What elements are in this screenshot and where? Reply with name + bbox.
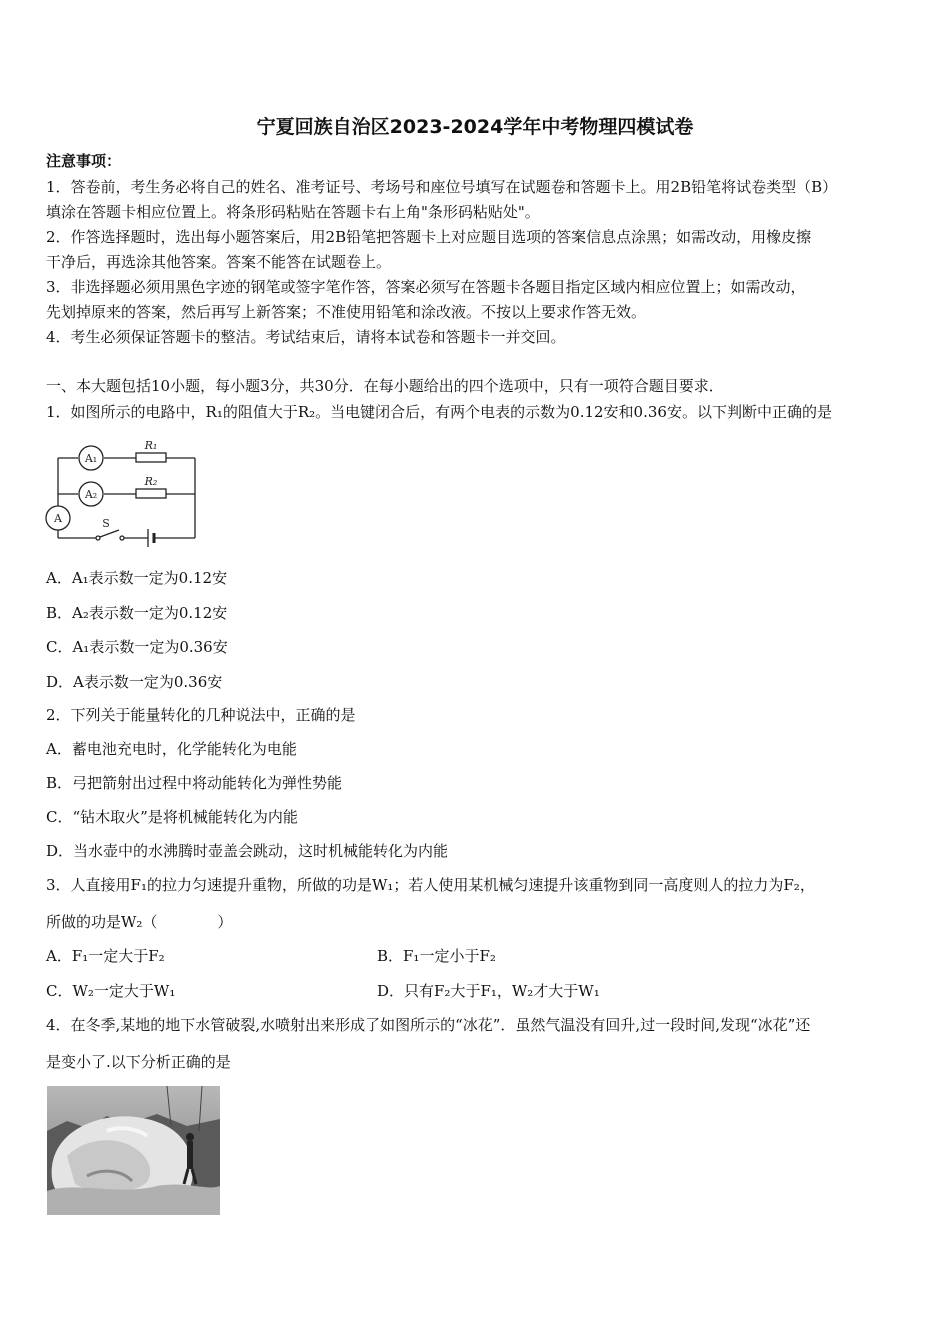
option-c: C．“钻木取火”是将机械能转化为内能 [46, 808, 298, 826]
notice-line: 1．答卷前，考生务必将自己的姓名、准考证号、考场号和座位号填写在试题卷和答题卡上。用2B铅笔将试卷类型（B） [46, 178, 838, 196]
section-heading: 一、本大题包括10小题，每小题3分，共30分．在每小题给出的四个选项中，只有一项符合题目要求． [46, 377, 724, 395]
notice-line: 填涂在答题卡相应位置上。将条形码粘贴在答题卡右上角"条形码粘贴处"。 [46, 203, 540, 221]
resistor-r2 [136, 489, 166, 498]
question-1-stem: 1．如图所示的电路中，R₁的阻值大于R₂。当电键闭合后，有两个电表的示数为0.12安和0.36安。以下判断中正确的是 [46, 403, 832, 421]
notice-line: 先划掉原来的答案，然后再写上新答案；不准使用铅笔和涂改液。不按以上要求作答无效。 [46, 303, 647, 321]
option-c: C．A₁表示数一定为0.36安 [46, 638, 228, 656]
option-b: B．弓把箭射出过程中将动能转化为弹性势能 [46, 774, 343, 792]
circuit-diagram [44, 434, 204, 552]
question-3-stem: 3．人直接用F₁的拉力匀速提升重物，所做的功是W₁；若人使用某机械匀速提升该重物到同一高度则人的拉力为F₂， [46, 876, 815, 894]
option-b: B．A₂表示数一定为0.12安 [46, 604, 228, 622]
option-d: D．A表示数一定为0.36安 [46, 673, 223, 691]
notice-line: 2．作答选择题时，选出每小题答案后，用2B铅笔把答题卡上对应题目选项的答案信息点涂黑；如需改动，用橡皮擦 [46, 228, 812, 246]
question-3-stem-cont: 所做的功是W₂（ ） [46, 913, 233, 931]
option-a: A．F₁一定大于F₂ [46, 947, 165, 965]
question-4-stem: 4．在冬季,某地的地下水管破裂,水喷射出来形成了如图所示的“冰花”．虽然气温没有回升,过一段时间,发现“冰花”还 [46, 1016, 811, 1034]
page-title: 宁夏回族自治区2023-2024学年中考物理四模试卷 [256, 116, 694, 138]
notice-line: 4．考生必须保证答题卡的整洁。考试结束后，请将本试卷和答题卡一并交回。 [46, 328, 566, 346]
ice-flower-photo [47, 1086, 220, 1215]
switch-label: S [102, 517, 110, 530]
option-d: D．当水壶中的水沸腾时壶盖会跳动，这时机械能转化为内能 [46, 842, 449, 860]
resistor-r2-label: R₂ [144, 475, 158, 488]
ammeter-a2-label: A₂ [84, 488, 98, 501]
notice-line: 3．非选择题必须用黑色字迹的钢笔或签字笔作答，答案必须写在答题卡各题目指定区域内相应位置上；如需改动， [46, 278, 806, 296]
ammeter-a-label: A [54, 512, 62, 525]
option-d: D．只有F₂大于F₁，W₂才大于W₁ [377, 982, 600, 1000]
resistor-r1-label: R₁ [144, 439, 158, 452]
switch-s [100, 530, 119, 537]
notice-heading: 注意事项： [46, 152, 122, 170]
ammeter-a1-label: A₁ [84, 452, 98, 465]
option-b: B．F₁一定小于F₂ [377, 947, 496, 965]
option-c: C．W₂一定大于W₁ [46, 982, 176, 1000]
question-4-stem-cont: 是变小了.以下分析正确的是 [46, 1053, 231, 1071]
question-2-stem: 2．下列关于能量转化的几种说法中，正确的是 [46, 706, 356, 724]
notice-line: 干净后，再选涂其他答案。答案不能答在试题卷上。 [46, 253, 392, 271]
option-a: A．蓄电池充电时，化学能转化为电能 [46, 740, 297, 758]
resistor-r1 [136, 453, 166, 462]
option-a: A．A₁表示数一定为0.12安 [46, 569, 228, 587]
